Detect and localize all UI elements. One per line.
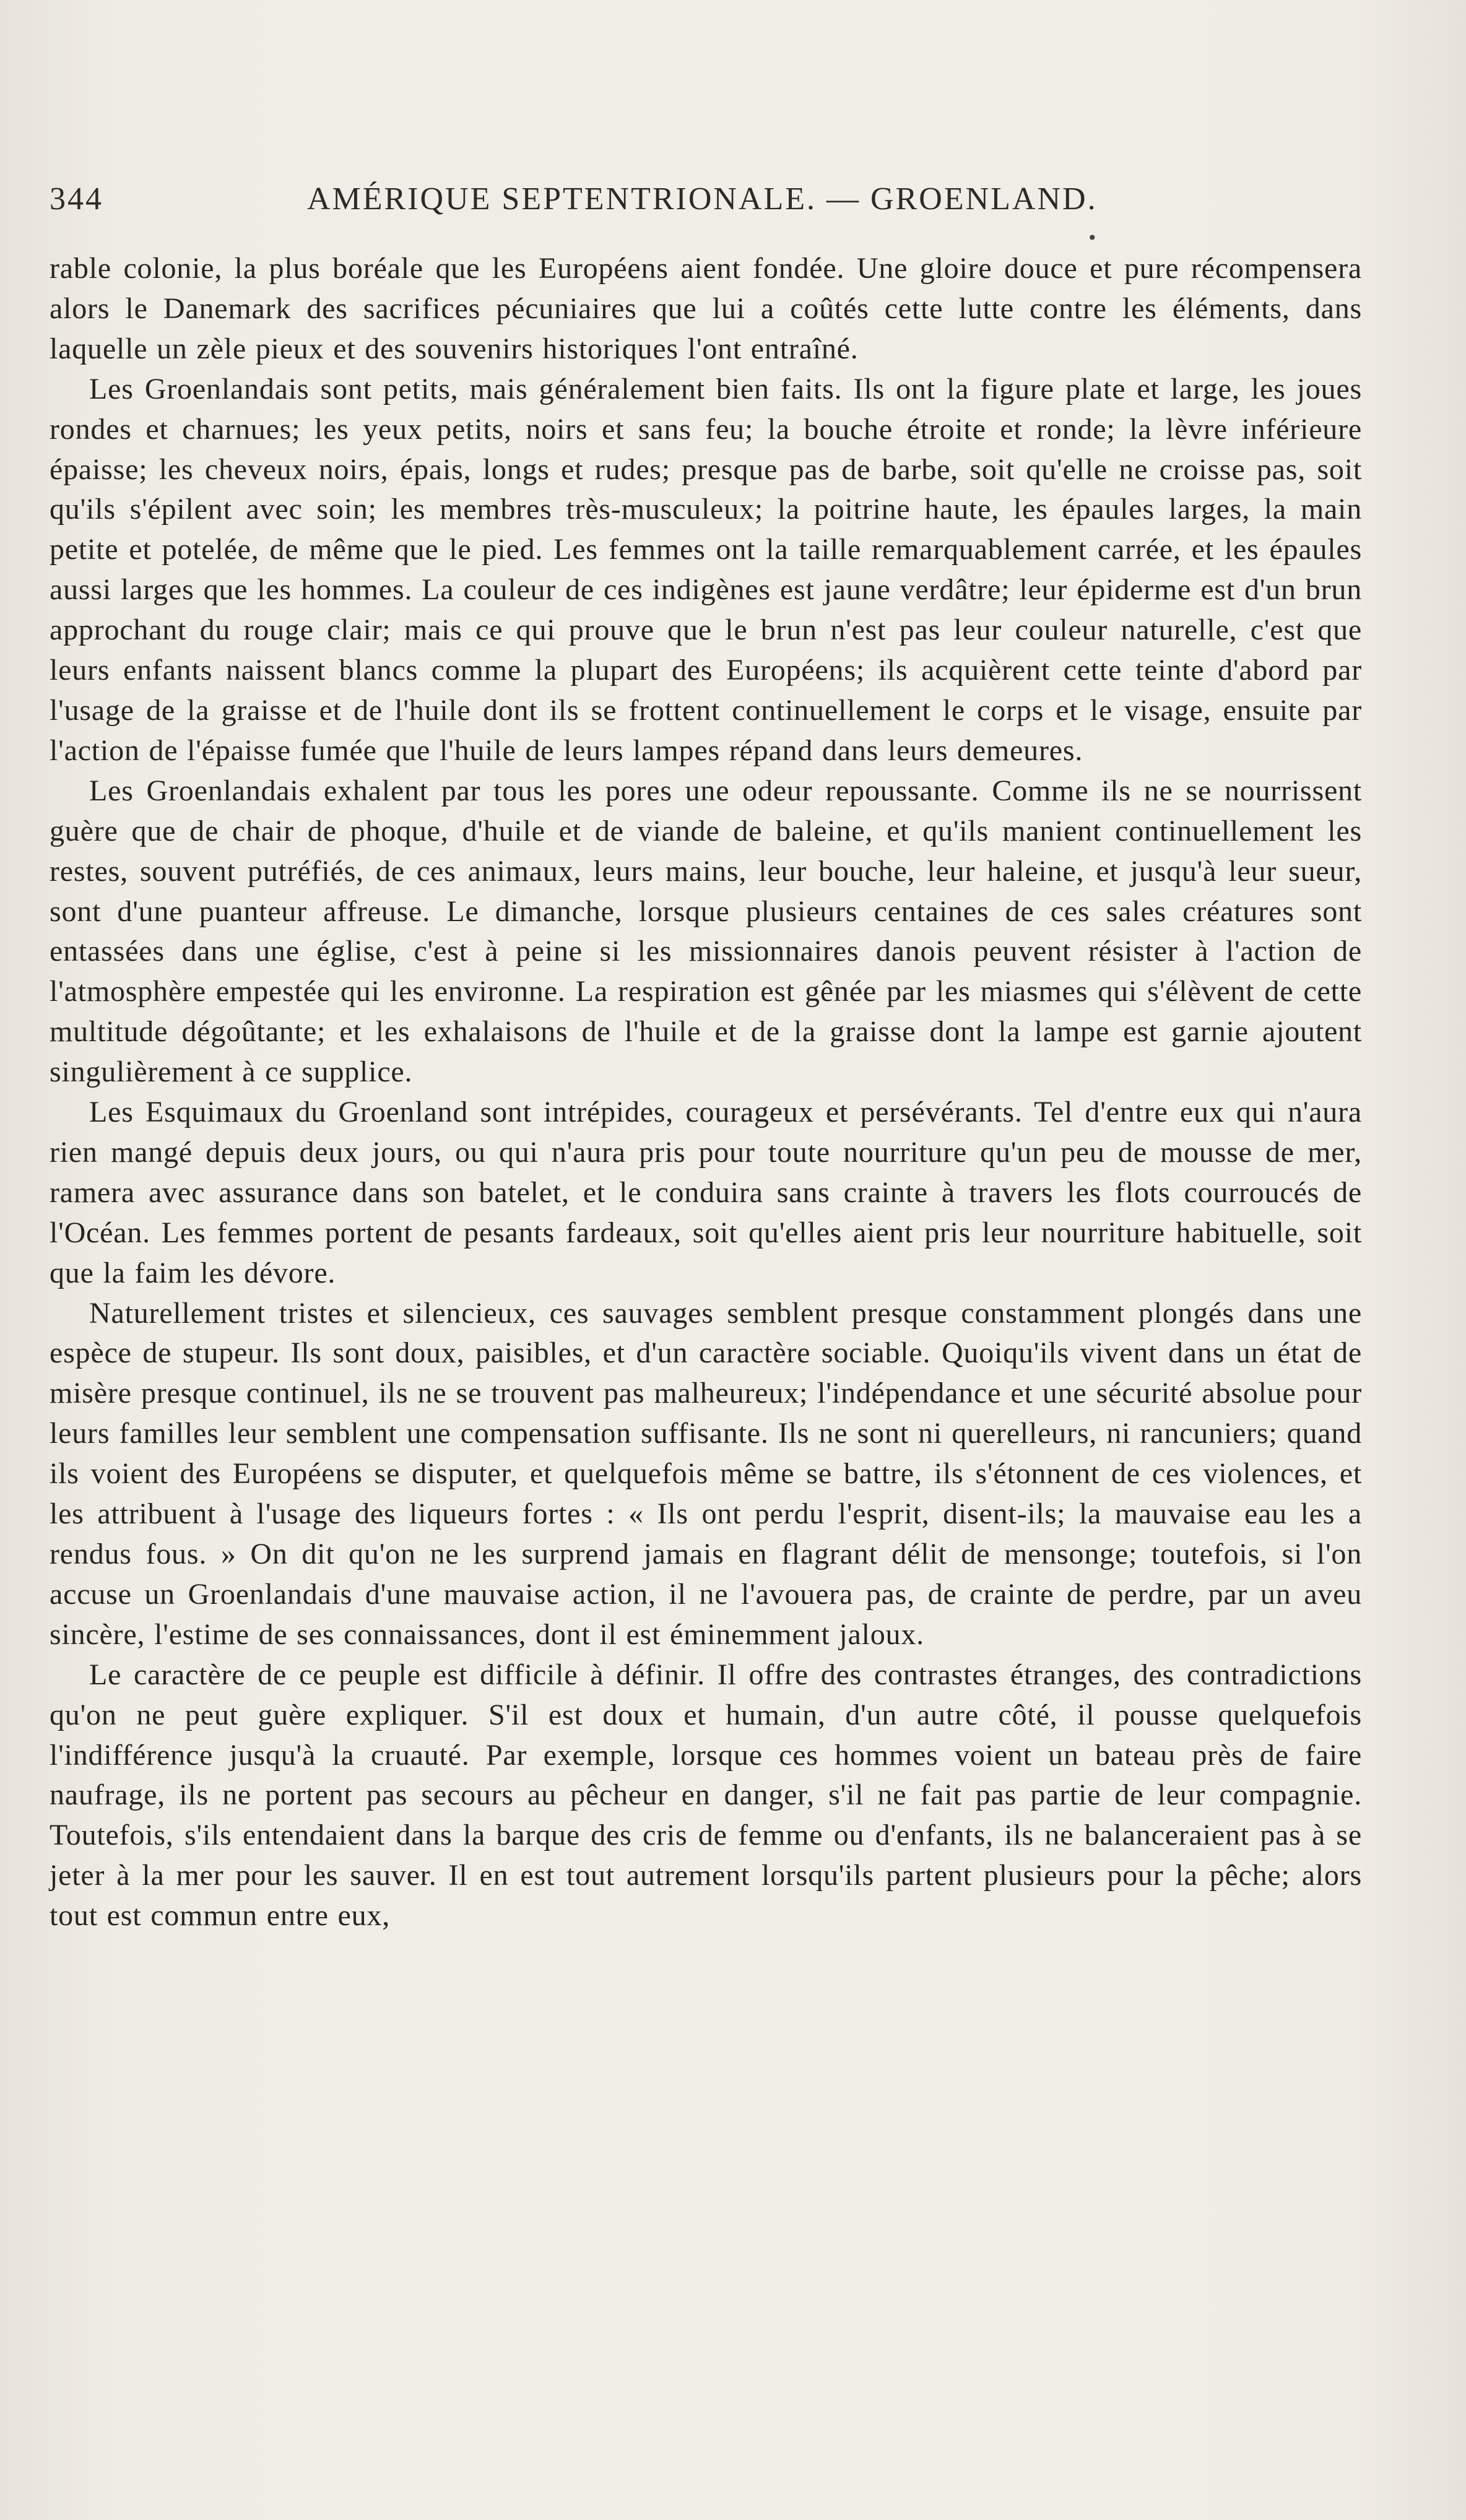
paragraph: Les Esquimaux du Groenland sont intrépides, courageux et persévérants. Tel d'entre eux qui n'aura rien mangé depuis deux jours, ou qui n'aura pris pour toute nourriture qu'un peu de mousse de mer, ramera avec assurance dans son batelet, et le conduira sans crainte à travers les flots courroucés de l'Océan. Les femmes portent de pesants fardeaux, soit qu'elles aient pris leur nourriture habituelle, soit que la faim les dévore. [50,1096,1362,1289]
paragraph: Les Groenlandais exhalent par tous les pores une odeur repoussante. Comme ils ne se nourrissent guère que de chair de phoque, d'huile et de viande de baleine, et qu'ils manient continuellement les restes, souvent putréfiés, de ces animaux, leurs mains, leur bouche, leur haleine, et jusqu'à leur sueur, sont d'une puanteur affreuse. Le dimanche, lorsque plusieurs centaines de ces sales créatures sont entassées dans une église, c'est à peine si les missionnaires danois peuvent résister à l'action de l'atmosphère empestée qui les environne. La respiration est gênée par les miasmes qui s'élèvent de cette multitude dégoûtante; et les exhalaisons de l'huile et de la graisse dont la lampe est garnie ajoutent singulièrement à ce supplice. [50,774,1362,1089]
paragraph: rable colonie, la plus boréale que les Européens aient fondée. Une gloire douce et pure récompensera alors le Danemark des sacrifices pécuniaires que lui a coûtés cette lutte contre les éléments, dans laquelle un zèle pieux et des souvenirs historiques l'ont entraîné. [50,252,1362,365]
body-text [50,249,1362,1936]
running-title: AMÉRIQUE SEPTENTRIONALE. — GROENLAND. [307,181,1098,217]
paragraph: Les Groenlandais sont petits, mais généralement bien faits. Ils ont la figure plate et large, les joues rondes et charnues; les yeux petits, noirs et sans feu; la bouche étroite et ronde; la lèvre inférieure épaisse; les cheveux noirs, épais, longs et rudes; presque pas de barbe, soit qu'elle ne croisse pas, soit qu'ils s'épilent avec soin; les membres très-musculeux; la poitrine haute, les épaules larges, la main petite et potelée, de même que le pied. Les femmes ont la taille remarquablement carrée, et les épaules aussi larges que les hommes. La couleur de ces indigènes est jaune verdâtre; leur épiderme est d'un brun approchant du rouge clair; mais ce qui prouve que le brun n'est pas leur couleur naturelle, c'est que leurs enfants naissent blancs comme la plupart des Européens; ils acquièrent cette teinte d'abord par l'usage de la graisse et de l'huile dont ils se frottent continuellement le corps et le visage, ensuite par l'action de l'épaisse fumée que l'huile de leurs lampes répand dans leurs demeures. [50,372,1362,767]
page-number: 344 [50,181,103,217]
print-mark-dot: • [1087,228,1098,248]
paragraph: Le caractère de ce peuple est difficile à définir. Il offre des contrastes étranges, des contradictions qu'on ne peut guère expliquer. S'il est doux et humain, d'un autre côté, il pousse quelquefois l'indifférence jusqu'à la cruauté. Par exemple, lorsque ces hommes voient un bateau près de faire naufrage, ils ne portent pas secours au pêcheur en danger, s'il ne fait pas partie de leur compagnie. Toutefois, s'ils entendaient dans la barque des cris de femme ou d'enfants, ils ne balanceraient pas à se jeter à la mer pour les sauver. Il en est tout autrement lorsqu'ils partent plusieurs pour la pêche; alors tout est commun entre eux, [50,1658,1362,1933]
page-header [50,175,1361,230]
paragraph: Naturellement tristes et silencieux, ces sauvages semblent presque constamment plongés dans une espèce de stupeur. Ils sont doux, paisibles, et d'un caractère sociable. Quoiqu'ils vivent dans un état de misère presque continuel, ils ne se trouvent pas malheureux; l'indépendance et une sécurité absolue pour leurs familles leur semblent une compensation suffisante. Ils ne sont ni querelleurs, ni rancuniers; quand ils voient des Européens se disputer, et quelquefois même se battre, ils s'étonnent de ces violences, et les attribuent à l'usage des liqueurs fortes : « Ils ont perdu l'esprit, disent-ils; la mauvaise eau les a rendus fous. » On dit qu'on ne les surprend jamais en flagrant délit de mensonge; toutefois, si l'on accuse un Groenlandais d'une mauvaise action, il ne l'avouera pas, de crainte de perdre, par un aveu sincère, l'estime de ses connaissances, dont il est éminemment jaloux. [50,1296,1362,1651]
